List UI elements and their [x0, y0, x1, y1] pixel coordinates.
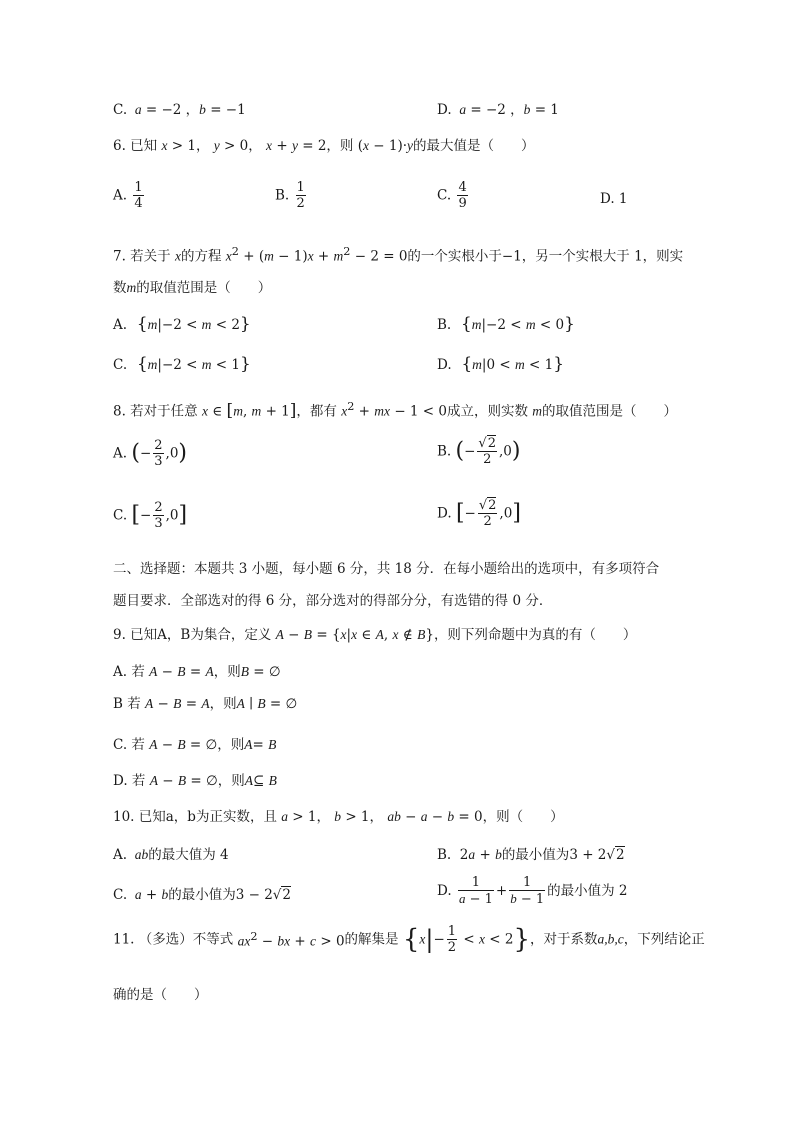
denominator: 9 [458, 196, 467, 211]
q10-text: ，则（ ） [482, 809, 564, 825]
q10-text: 的最小值为 [168, 887, 236, 903]
q9-option-b[interactable]: B 若 A − B = A，则A ∣ B = ∅ [113, 696, 298, 712]
option-label: D. 1 [600, 191, 628, 207]
q7-option-b[interactable]: B. {m|−2 < m < 0} [437, 314, 575, 334]
option-label: C. [113, 887, 128, 903]
q11-stem-line2: 确的是（ ） [113, 987, 208, 1003]
q9-text: ，则 [213, 664, 241, 680]
q6-text: ， [195, 138, 210, 154]
q9-option-d[interactable]: D. 若 A − B = ∅，则A⊆ B [113, 773, 277, 789]
q11-stem-line1: 11. （多选）不等式 $ax^2$ − bx + c > 0的解集是 {x|− $\frac{1}{2}$ < x < 2}，对于系数a,b,c，下列结论正 [113, 924, 705, 955]
q10-text: 10. 已知a，b为正实数，且 [113, 809, 277, 825]
fraction [457, 180, 467, 211]
q7-text: 的取值范围是（ ） [136, 280, 272, 296]
q10-text: ， [369, 809, 384, 825]
q6-text: 的最大值是（ ） [413, 138, 535, 154]
q6-option-b[interactable] [275, 180, 308, 220]
q8-text: 成立，则实数 [447, 403, 528, 420]
option-label: B. [275, 187, 290, 204]
numerator: 1 [296, 180, 305, 195]
q6-option-a[interactable] [113, 180, 146, 220]
option-label: C. 若 [113, 737, 145, 753]
q7-stem-line1: 7. 若关于 x的方程 $x^2 + (m - 1)x + m^2 - 2 = 0$的一个实根小于−1，另一个实根大于 1，则实 [113, 245, 684, 265]
q6-stem: 6. 已知 x > 1， y > 0， x + y = 2，则 (x − 1)·y的最大值是（ ） [113, 138, 535, 154]
q8-option-d[interactable]: D. [− $\frac{√2}{2}$ ,0] [437, 498, 521, 529]
q9-text: 9. 已知A，B为集合，定义 [113, 627, 272, 643]
option-label: D. [437, 102, 452, 118]
q10-stem: 10. 已知a，b为正实数，且 a > 1， b > 1， ab − a − b = 0，则（ ） [113, 809, 564, 825]
option-label: D. [437, 883, 452, 899]
fraction [133, 180, 143, 211]
option-label: A. 若 [113, 664, 145, 680]
option-label: B. [437, 317, 452, 333]
q8-text: ，都有 [296, 403, 337, 420]
q7-option-a[interactable]: A. {m|−2 < m < 2} [113, 314, 251, 334]
q8-stem: 8. 若对于任意 x ∈ [m, m + 1]，都有 $x^2$ + mx − 1 < 0成立，则实数 m的取值范围是（ ） [113, 400, 678, 421]
option-label: C. [113, 102, 128, 118]
q7-text: 的一个实根小于−1，另一个实根大于 1，则实 [407, 248, 684, 265]
fraction: $\frac{√2}{2}$ [478, 498, 497, 529]
option-label: B 若 [113, 696, 141, 712]
option-label: C. [113, 357, 128, 373]
q10-option-d[interactable]: D. $\frac{1}{a - 1}$ + $\frac{1}{b - 1}$ 的最小值为 2 [437, 875, 628, 907]
denominator: 2 [296, 196, 305, 211]
q9-text: ，则 [209, 696, 237, 712]
q10-text: 的最小值为 2 [547, 883, 628, 899]
q6-option-c[interactable] [437, 180, 470, 220]
q8-option-a[interactable]: A. (− $\frac{2}{3}$ ,0) [113, 438, 188, 469]
option-label: D. [437, 357, 452, 373]
q5-option-c[interactable]: C. a = −2 ，b = −1 [113, 102, 246, 118]
option-label: A. [113, 847, 128, 863]
q11-text: ，对于系数 [530, 931, 598, 948]
q10-text: 的最小值为 [501, 847, 570, 863]
q8-option-b[interactable]: B. (− $\frac{√2}{2}$ ,0) [437, 436, 521, 467]
q10-text: ， [316, 809, 330, 825]
q5-option-d[interactable]: D. a = −2 ，b = 1 [437, 102, 559, 118]
q10-option-b[interactable]: B. 2a + b的最小值为3 + 2√2 [437, 847, 625, 863]
option-label: B. [437, 847, 452, 863]
q9-option-a[interactable]: A. 若 A − B = A，则B = ∅ [113, 664, 281, 680]
q9-text: ，则 [217, 773, 245, 789]
option-label: A. [113, 187, 128, 204]
q10-text: 的最大值为 4 [148, 847, 229, 863]
section-2-heading-line2: 题目要求．全部选对的得 6 分，部分选对的得部分分，有选错的得 0 分． [113, 593, 553, 609]
q7-stem-line2: 数m的取值范围是（ ） [113, 280, 272, 296]
fraction: $\frac{√2}{2}$ [478, 436, 496, 467]
q10-option-c[interactable]: C. a + b的最小值为3 − 2√2 [113, 887, 291, 903]
q10-option-a[interactable]: A. ab的最大值为 4 [113, 847, 229, 863]
q7-option-d[interactable]: D. {m|0 < m < 1} [437, 354, 565, 374]
option-label: A. [113, 445, 128, 462]
q9-text: ，则下列命题中为真的有（ ） [433, 627, 637, 643]
q9-stem: 9. 已知A，B为集合，定义 A − B = {x|x ∈ A, x ∉ B}，则下列命题中为真的有（ ） [113, 627, 637, 643]
q8-text: 8. 若对于任意 [113, 403, 198, 420]
q6-text: ，则 [326, 138, 354, 154]
q6-text: ， [248, 138, 262, 154]
q8-option-c[interactable]: C. [− $\frac{2}{3}$ ,0] [113, 500, 188, 531]
fraction [296, 180, 306, 211]
fraction: $\frac{2}{3}$ [154, 500, 163, 531]
fraction: $\frac{1}{a - 1}$ [458, 875, 493, 907]
q11-text: ，下列结论正 [623, 931, 705, 948]
q6-text: 6. 已知 [113, 138, 158, 154]
q7-option-c[interactable]: C. {m|−2 < m < 1} [113, 354, 251, 374]
q11-text: 11. （多选）不等式 [113, 931, 234, 948]
q11-text: 的解集是 [344, 931, 399, 948]
numerator: 4 [458, 180, 467, 195]
fraction: $\frac{1}{2}$ [447, 924, 457, 955]
fraction: $\frac{2}{3}$ [154, 438, 163, 469]
option-label: D. 若 [113, 773, 146, 789]
option-label: C. [437, 187, 452, 204]
option-label: A. [113, 317, 128, 333]
q7-text: 数 [113, 280, 127, 296]
section-2-heading-line1: 二、选择题：本题共 3 小题，每小题 6 分，共 18 分．在每小题给出的选项中，有多项符合 [113, 561, 660, 577]
math: a [455, 102, 467, 117]
q7-text: 的方程 [180, 248, 222, 265]
option-label: B. [437, 443, 452, 460]
option-label: D. [437, 505, 452, 522]
denominator: 4 [134, 196, 143, 211]
q8-text: 的取值范围是（ ） [542, 403, 678, 420]
option-label: C. [113, 507, 128, 524]
q7-text: 7. 若关于 [113, 248, 171, 265]
math: a [131, 102, 142, 117]
q9-option-c[interactable]: C. 若 A − B = ∅，则A= B [113, 737, 277, 753]
q9-text: ，则 [217, 737, 245, 753]
q6-option-d[interactable] [600, 189, 628, 209]
fraction: $\frac{1}{b - 1}$ [510, 875, 545, 907]
numerator: 1 [134, 180, 143, 195]
